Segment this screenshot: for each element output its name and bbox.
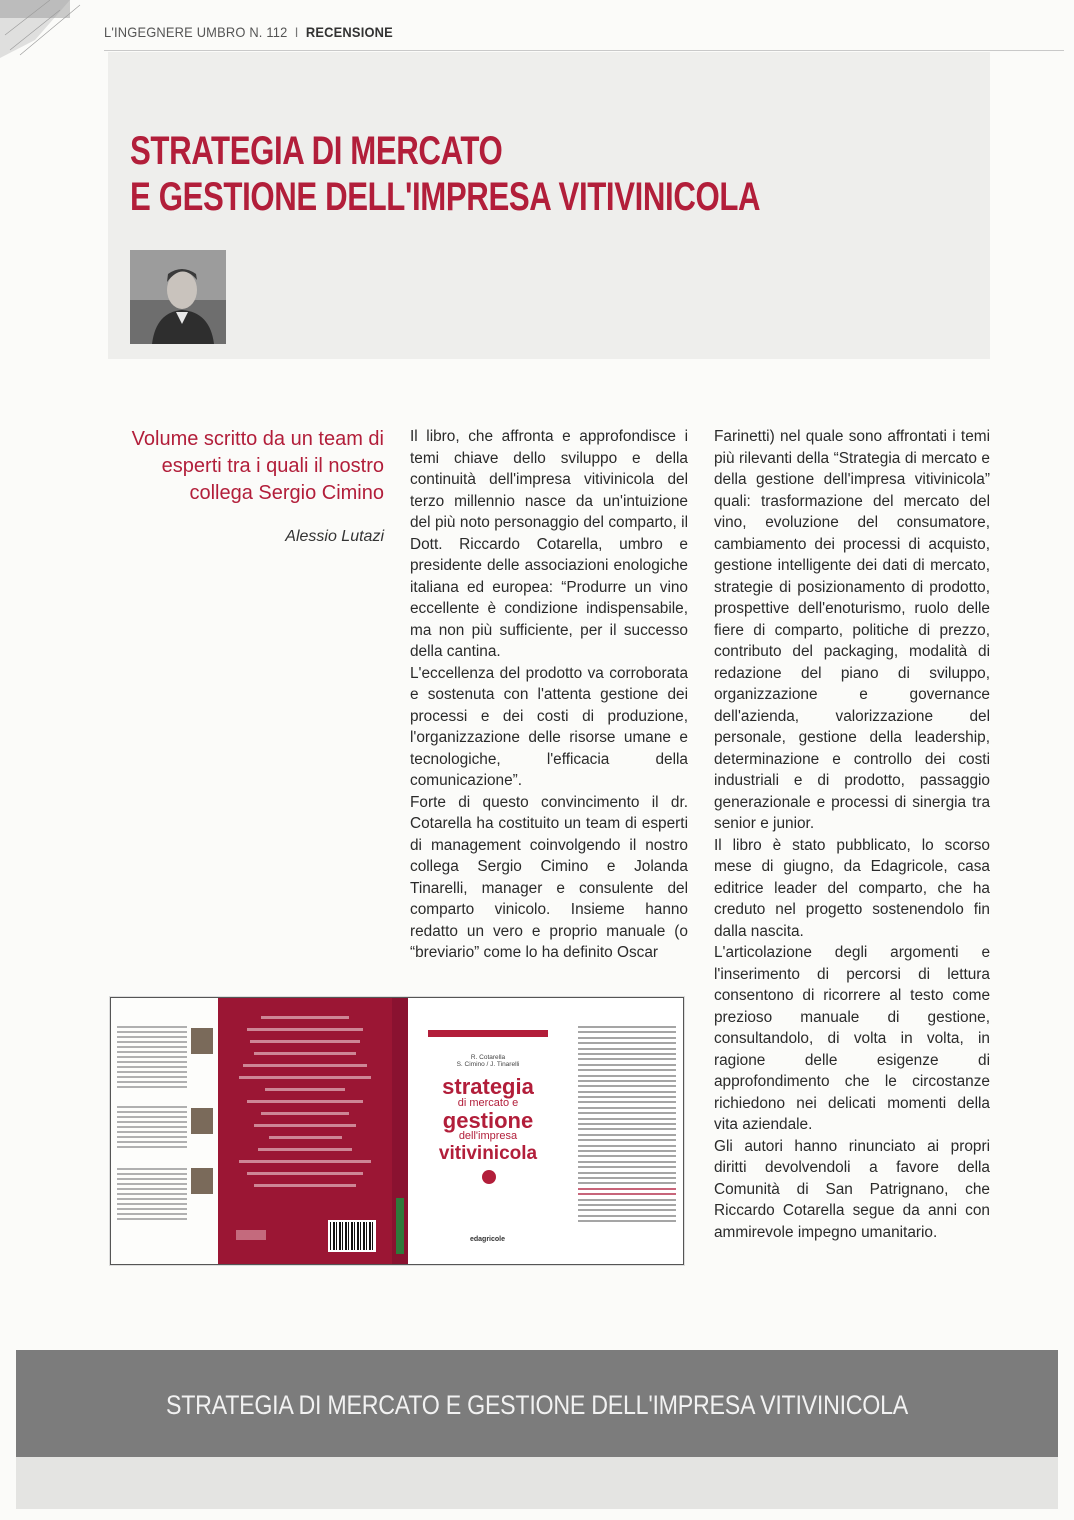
paragraph: Farinetti) nel quale sono affrontati i temi più rilevanti della “Strategia di mercato e della gestione dell'impresa vitivinicola” quali: trasformazione del mercato del vino, evoluzione del consumatore, cambiamento dei processi di acquisto, gestione intelligente dei dati di mercato, strategie di posizionamento di prodotto, prospettive dell'enoturismo, ruolo delle fiere di comparto, politiche di prezzo, contributo del packaging, modalità di redazione del piano di sviluppo, organizzazione e governance dell'azienda, valorizzazione del personale, gestione della leadership, determinazione e controllo dei costi industriali e di prodotto, passaggio generazionale e processi di sinergia tra senior e junior.	[714, 428, 990, 832]
paragraph: Il libro è stato pubblicato, lo scorso mese di giugno, da Edagricole, casa editrice leader del comparto, che ha creduto nel progetto sostenendolo fin dalla nascita.	[714, 836, 990, 940]
book-back-cover	[218, 998, 392, 1264]
footer-title: STRATEGIA DI MERCATO E GESTIONE DELL'IMPRESA VITIVINICOLA	[166, 1390, 908, 1420]
book-front-cover	[408, 998, 568, 1264]
book-title-word: vitivinicola	[438, 1143, 538, 1164]
section-label: RECENSIONE	[305, 24, 393, 40]
article-column-2	[714, 426, 990, 1243]
article-lead: Volume scritto da un team di esperti tra i quali il nostro collega Sergio Cimino	[131, 428, 384, 504]
book-front-flap	[568, 998, 683, 1264]
magazine-name: L'INGEGNERE UMBRO N. 112	[104, 24, 288, 40]
book-title-word: dell'impresa	[458, 1130, 518, 1142]
book-title-word: strategia	[442, 1074, 534, 1099]
portrait-image	[130, 250, 226, 344]
book-spine	[392, 998, 408, 1264]
book-title-word: di mercato e	[457, 1097, 519, 1109]
barcode	[328, 1220, 376, 1252]
author-photo	[130, 250, 226, 344]
running-head	[104, 24, 393, 40]
article-author: Alessio Lutazi	[285, 528, 384, 545]
book-cover-image	[110, 997, 684, 1265]
article-title	[130, 128, 760, 220]
footer-strip	[16, 1457, 1058, 1509]
book-back-flap	[111, 998, 218, 1264]
header-rule	[104, 50, 1064, 51]
article-column-1	[410, 426, 688, 971]
paragraph: Gli autori hanno rinunciato ai propri diritti devolvendoli a favore della Comunità di San Patrignano, che Riccardo Cotarella segue da anni con ammirevole impegno umanitario.	[714, 1137, 990, 1241]
author-thumb	[191, 1168, 213, 1194]
book-authors: R. Cotarella S. Cimino / J. Tinarelli	[456, 1054, 520, 1068]
series-tag	[428, 1030, 548, 1037]
paragraph: L'eccellenza del prodotto va corroborata e sostenuta con l'attenta gestione dei processi e dei costi di produzione, l'organizzazione delle risorse umane e tecnologiche, l'efficacia della comunicazione”.	[410, 664, 688, 789]
footer-band	[16, 1350, 1058, 1457]
book-publisher: edagricole	[470, 1236, 506, 1243]
title-line-2: E GESTIONE DELL'IMPRESA VITIVINICOLA	[130, 175, 761, 219]
header-separator: I	[294, 24, 299, 40]
book-title-word: gestione	[442, 1108, 534, 1133]
grape-emblem-icon	[482, 1170, 496, 1184]
corner-decoration	[0, 0, 95, 60]
author-thumb	[191, 1028, 213, 1054]
author-thumb	[191, 1108, 213, 1134]
paragraph: Forte di questo convincimento il dr. Cotarella ha costituito un team di esperti di management coinvolgendo il nostro collega Sergio Cimino e Jolanda Tinarelli, manager e consulente del comparto vinicolo. Insieme hanno redatto un vero e proprio manuale (o “breviario” come lo ha definito Oscar	[410, 793, 688, 961]
paragraph: Il libro, che affronta e approfondisce i temi chiave dello sviluppo e della continuità dell'impresa vitivinicola del terzo millennio nasce da un'intuizione del più noto personaggio del comparto, il Dott. Riccardo Cotarella, umbro e presidente delle associazioni enologiche italiana ed europea: “Produrre un vino eccellente è condizione indispensabile, ma non più sufficiente, per il successo della cantina.	[410, 428, 688, 660]
title-line-1: STRATEGIA DI MERCATO	[130, 129, 503, 173]
paragraph: L'articolazione degli argomenti e l'inserimento di percorsi di lettura consentono di ricorrere al testo come prezioso manuale di gestione, consultandolo, di volta in volta, in ragione delle esigenze di approfondimento che le circostanze richiedono nei delicati momenti della vita aziendale.	[714, 944, 990, 1133]
publisher-logo	[236, 1230, 266, 1240]
